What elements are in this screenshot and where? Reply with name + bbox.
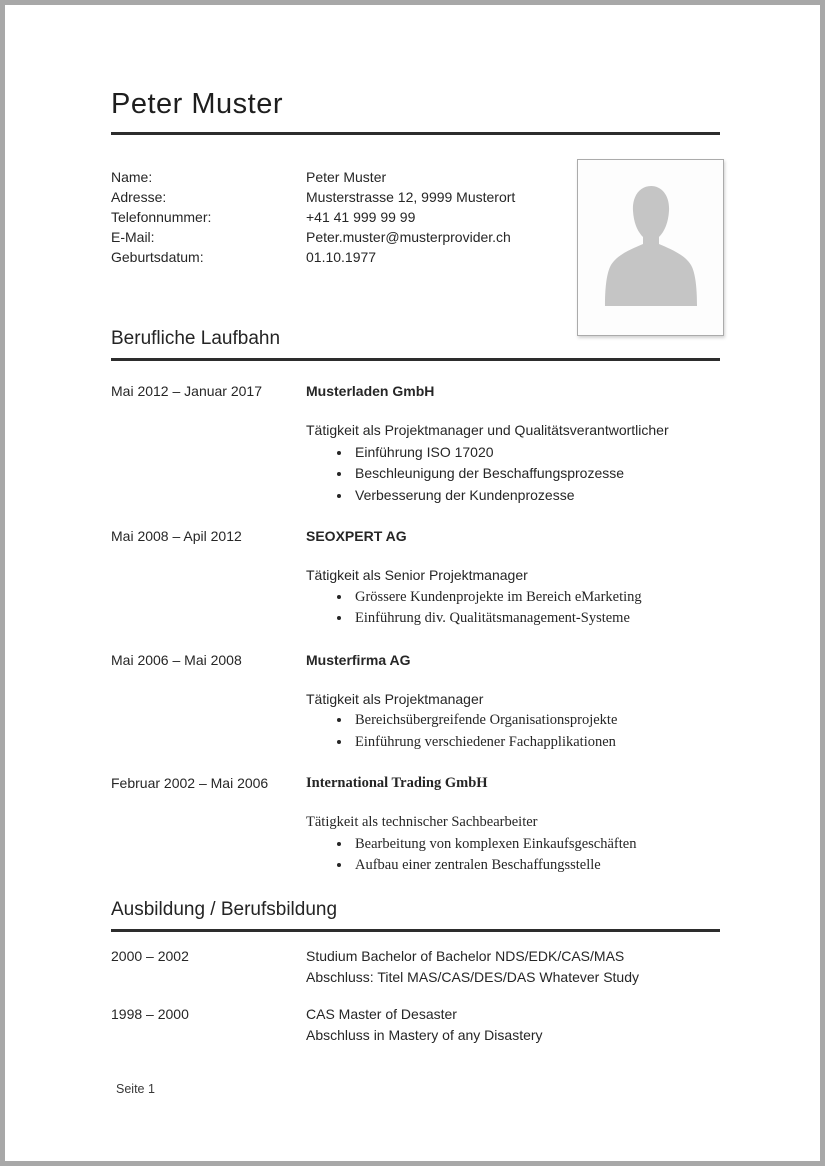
info-value: 01.10.1977 <box>306 249 377 265</box>
job-role: Tätigkeit als Projektmanager <box>306 690 484 707</box>
info-label: E-Mail: <box>111 229 155 245</box>
education-entry <box>111 1004 720 1047</box>
job-header <box>111 651 720 670</box>
job-header <box>111 527 720 546</box>
education-list <box>111 946 720 1047</box>
job-bullet: • Einführung ISO 17020 <box>352 442 720 464</box>
education-section <box>111 898 720 1047</box>
job-body <box>306 812 720 877</box>
info-value: Peter Muster <box>306 169 387 185</box>
job-body <box>306 565 720 630</box>
career-section <box>111 327 720 877</box>
education-graduation: Abschluss: Titel MAS/CAS/DES/DAS Whatever Study <box>306 969 640 985</box>
job-period: Februar 2002 – Mai 2006 <box>111 775 269 791</box>
job-bullet-list <box>306 834 720 877</box>
job-body <box>306 420 720 506</box>
job-entry <box>111 527 720 630</box>
career-section-heading: Berufliche Laufbahn <box>111 328 281 349</box>
education-degree: CAS Master of Desaster <box>306 1005 457 1022</box>
job-period: Mai 2006 – Mai 2008 <box>111 651 242 668</box>
job-list <box>111 382 720 877</box>
job-bullet: • Aufbau einer zentralen Beschaffungsstelle <box>352 855 720 877</box>
job-company: Musterladen GmbH <box>306 383 435 399</box>
job-period: Mai 2008 – Apil 2012 <box>111 528 242 544</box>
info-value: +41 41 999 99 99 <box>306 209 416 225</box>
education-graduation: Abschluss in Mastery of any Disastery <box>306 1027 543 1043</box>
job-bullet-list <box>306 710 720 753</box>
person-silhouette-icon <box>599 184 703 308</box>
job-bullet: • Beschleunigung der Beschaffungsprozesse <box>352 463 720 485</box>
section-divider <box>111 929 720 932</box>
job-bullet: • Bearbeitung von komplexen Einkaufsgeschäften <box>352 834 720 856</box>
info-label: Name: <box>111 169 153 185</box>
info-value: Musterstrasse 12, 9999 Musterort <box>306 189 516 205</box>
job-company: Musterfirma AG <box>306 651 411 668</box>
job-entry <box>111 651 720 754</box>
job-bullet: • Einführung verschiedener Fachapplikationen <box>352 732 720 754</box>
info-label: Adresse: <box>111 189 167 205</box>
job-bullet: • Grössere Kundenprojekte im Bereich eMarketing <box>352 587 720 609</box>
job-company: SEOXPERT AG <box>306 528 407 544</box>
job-header <box>111 774 720 793</box>
education-details <box>306 1004 720 1047</box>
section-divider <box>111 358 720 361</box>
job-role: Tätigkeit als Projektmanager und Qualitätsverantwortlicher <box>306 422 669 438</box>
job-header <box>111 382 720 401</box>
info-label: Geburtsdatum: <box>111 249 204 265</box>
info-value: Peter.muster@musterprovider.ch <box>306 229 511 245</box>
job-role: Tätigkeit als technischer Sachbearbeiter <box>306 814 538 830</box>
job-role: Tätigkeit als Senior Projektmanager <box>306 567 528 583</box>
page-title: Peter Muster <box>111 88 283 120</box>
title-divider <box>111 132 720 135</box>
job-entry <box>111 774 720 877</box>
job-bullet: • Einführung div. Qualitätsmanagement-Systeme <box>352 608 720 630</box>
job-company: International Trading GmbH <box>306 775 488 791</box>
education-period: 1998 – 2000 <box>111 1005 189 1022</box>
job-bullet-list <box>306 442 720 507</box>
job-bullet: • Bereichsübergreifende Organisationsprojekte <box>352 710 720 732</box>
job-body <box>306 689 720 754</box>
education-entry <box>111 946 720 989</box>
education-details <box>306 946 720 989</box>
page-number-label: Seite 1 <box>116 1082 155 1096</box>
job-period: Mai 2012 – Januar 2017 <box>111 383 262 399</box>
education-section-heading: Ausbildung / Berufsbildung <box>111 898 338 920</box>
photo-placeholder <box>577 159 724 336</box>
page-footer <box>116 1082 155 1096</box>
job-bullet: • Verbesserung der Kundenprozesse <box>352 485 720 507</box>
job-bullet-list <box>306 587 720 630</box>
education-period: 2000 – 2002 <box>111 947 189 964</box>
job-entry <box>111 382 720 506</box>
info-label: Telefonnummer: <box>111 209 212 225</box>
education-degree: Studium Bachelor of Bachelor NDS/EDK/CAS/MAS <box>306 947 625 964</box>
